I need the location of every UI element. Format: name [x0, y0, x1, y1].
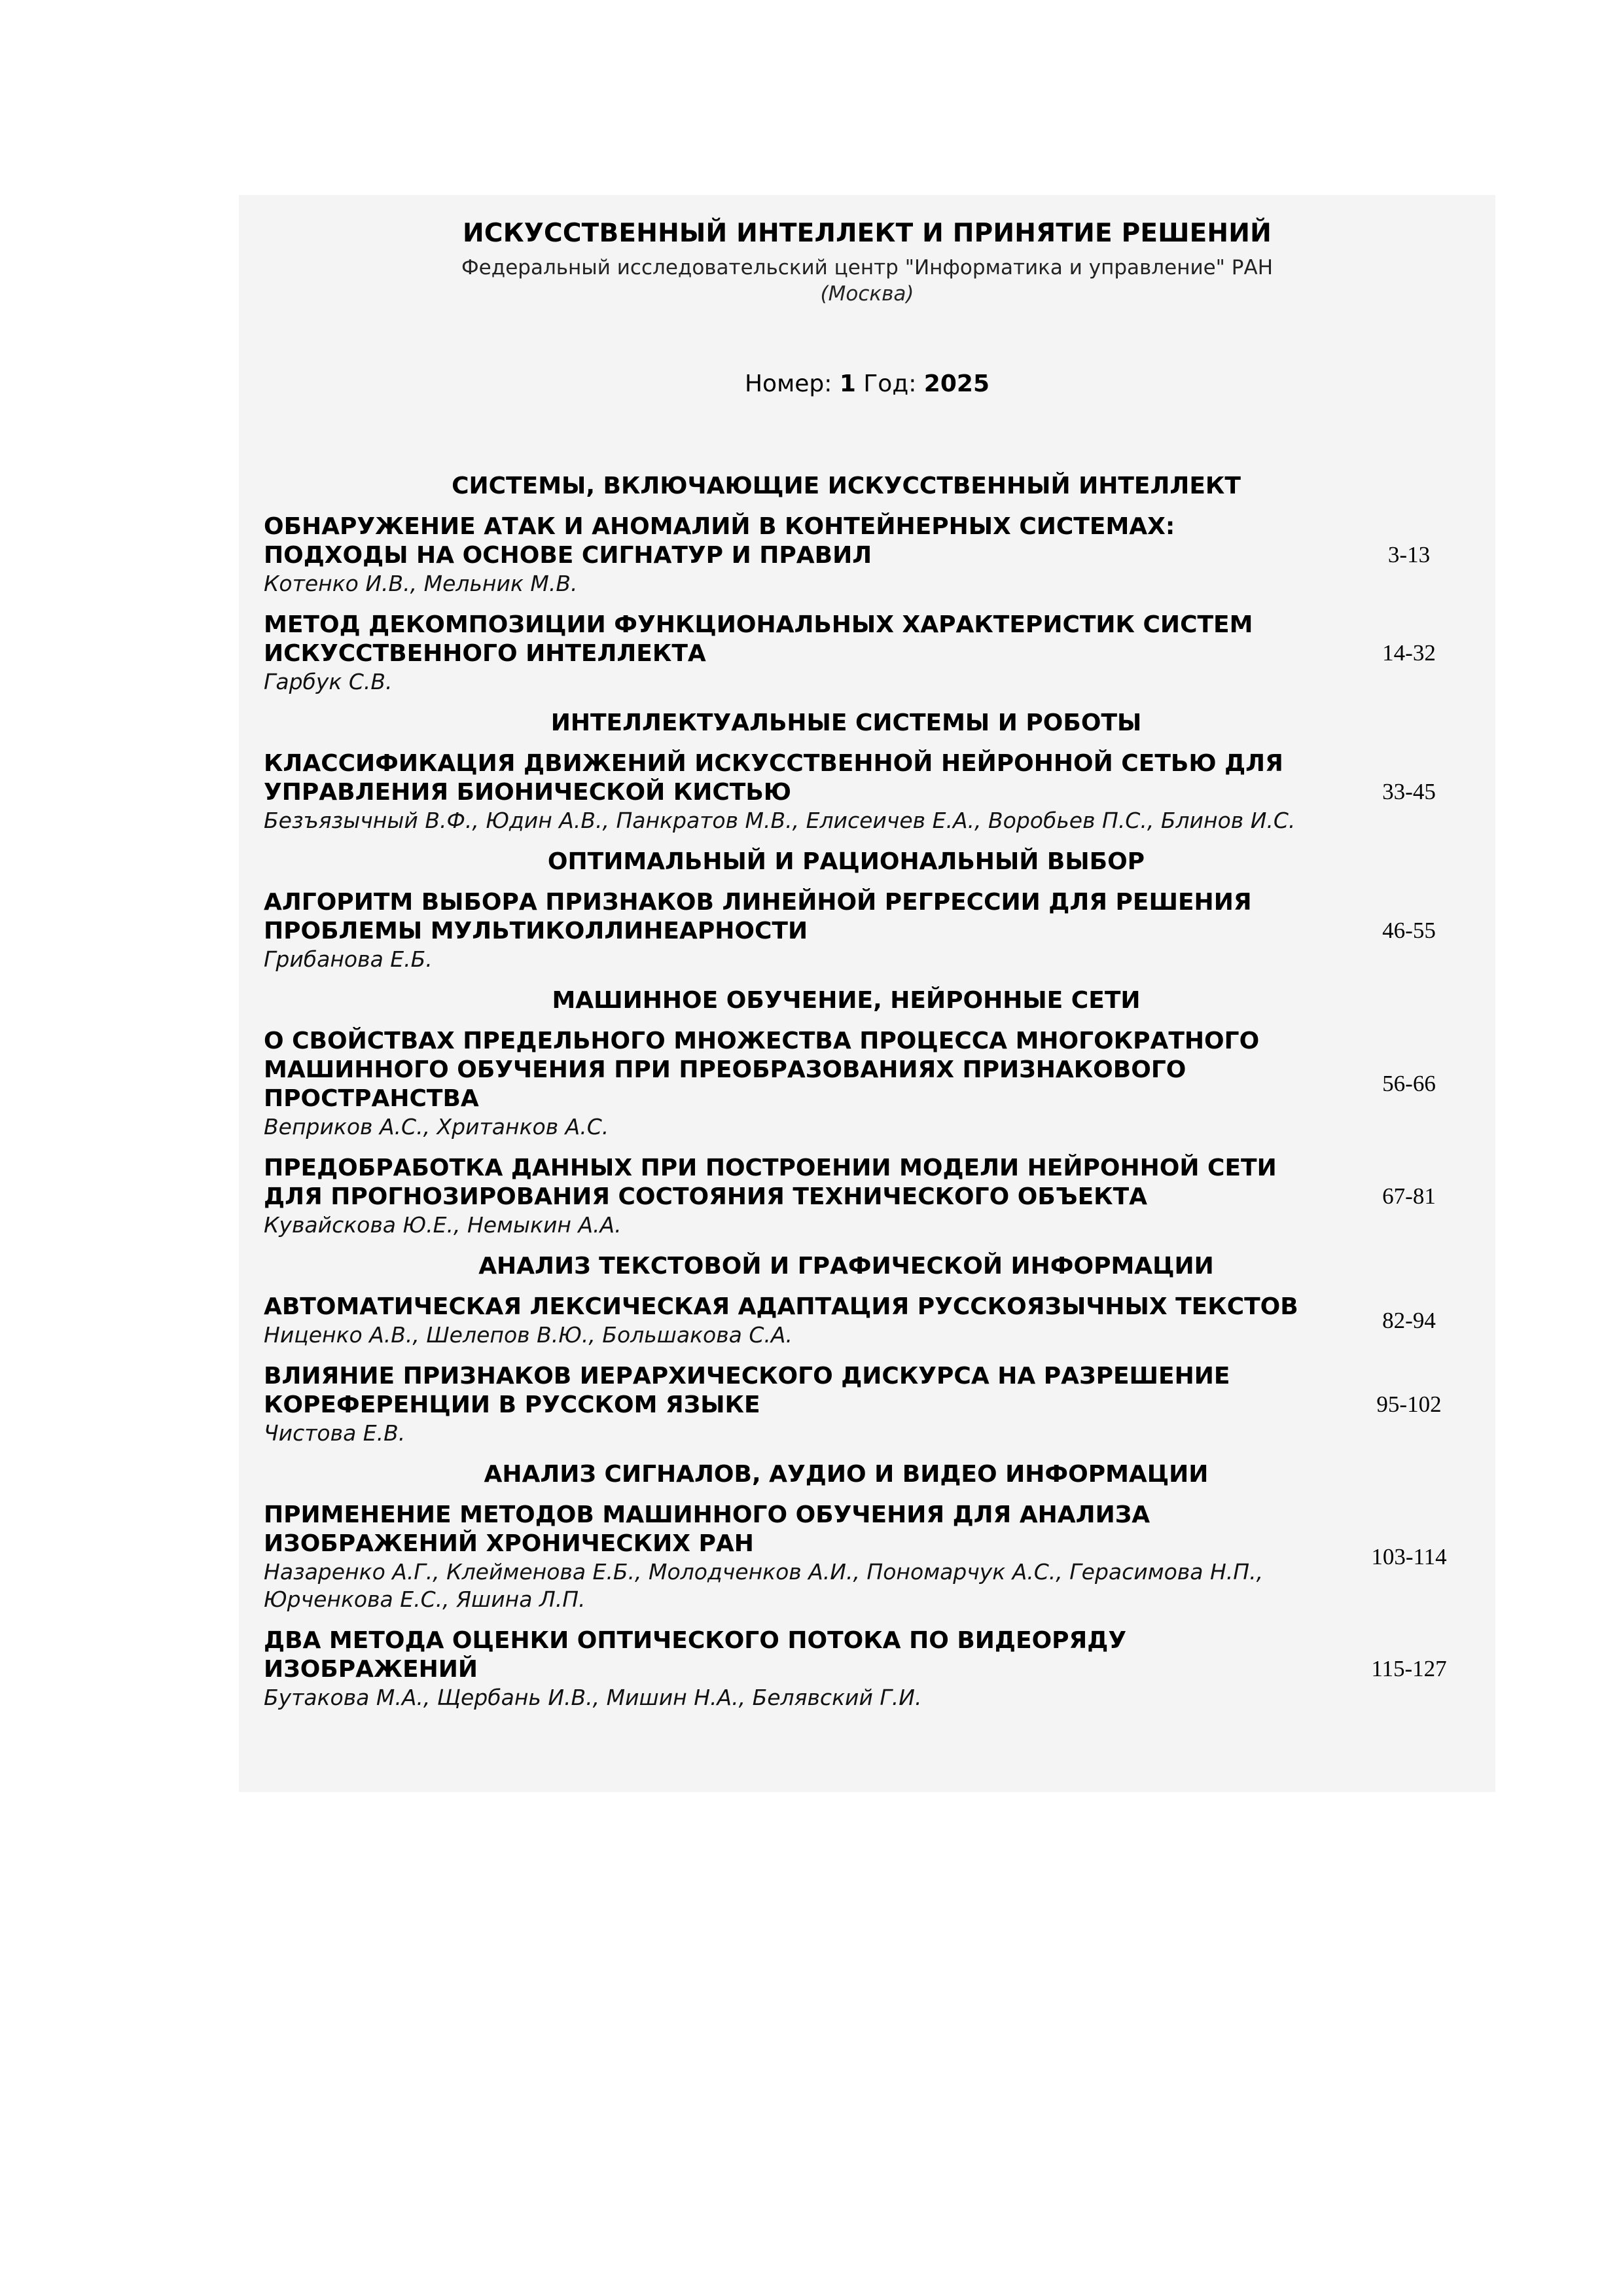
article-pages: 46-55 — [1382, 918, 1436, 943]
article-pages: 33-45 — [1382, 779, 1436, 804]
issue-year-label: Год: — [863, 370, 917, 397]
section-heading: СИСТЕМЫ, ВКЛЮЧАЮЩИЕ ИСКУССТВЕННЫЙ ИНТЕЛЛЕКТ — [452, 473, 1241, 499]
article-entry[interactable] — [264, 1027, 1488, 1141]
article-text — [264, 749, 1304, 834]
journal-city: (Москва) — [820, 282, 914, 306]
article-authors: Веприков А.С., Хританков А.С. — [264, 1114, 609, 1139]
article-authors: Грибанова Е.Б. — [264, 946, 433, 972]
article-text — [264, 888, 1304, 973]
article-title[interactable]: ДВА МЕТОДА ОЦЕНКИ ОПТИЧЕСКОГО ПОТОКА ПО ВИДЕОРЯДУ ИЗОБРАЖЕНИЙ — [264, 1627, 1127, 1683]
article-entry[interactable] — [264, 1501, 1488, 1613]
article-authors: Назаренко А.Г., Клейменова Е.Б., Молодченков А.И., Пономарчук А.С., Герасимова Н.П., Юрченкова Е.С., Яшина Л.П. — [264, 1559, 1264, 1612]
section-heading: АНАЛИЗ СИГНАЛОВ, АУДИО И ВИДЕО ИНФОРМАЦИИ — [484, 1461, 1209, 1488]
article-entry[interactable] — [264, 1626, 1488, 1712]
article-title[interactable]: АВТОМАТИЧЕСКАЯ ЛЕКСИЧЕСКАЯ АДАПТАЦИЯ РУССКОЯЗЫЧНЫХ ТЕКСТОВ — [264, 1293, 1298, 1320]
article-text — [264, 1626, 1304, 1712]
article-entry[interactable] — [264, 1362, 1488, 1447]
article-title[interactable]: ПРИМЕНЕНИЕ МЕТОДОВ МАШИННОГО ОБУЧЕНИЯ ДЛЯ АНАЛИЗА ИЗОБРАЖЕНИЙ ХРОНИЧЕСКИХ РАН — [264, 1501, 1150, 1557]
article-authors: Ниценко А.В., Шелепов В.Ю., Большакова С.А. — [264, 1322, 793, 1348]
contents-panel — [239, 195, 1495, 1792]
section-heading: ИНТЕЛЛЕКТУАЛЬНЫЕ СИСТЕМЫ И РОБОТЫ — [550, 709, 1142, 736]
article-title[interactable]: ВЛИЯНИЕ ПРИЗНАКОВ ИЕРАРХИЧЕСКОГО ДИСКУРСА НА РАЗРЕШЕНИЕ КОРЕФЕРЕНЦИИ В РУССКОМ ЯЗЫКЕ — [264, 1363, 1230, 1418]
article-text — [264, 1027, 1304, 1141]
article-pages: 103-114 — [1371, 1544, 1447, 1570]
article-title[interactable]: ПРЕДОБРАБОТКА ДАННЫХ ПРИ ПОСТРОЕНИИ МОДЕЛИ НЕЙРОННОЙ СЕТИ ДЛЯ ПРОГНОЗИРОВАНИЯ СОСТОЯНИЯ ТЕХНИЧЕСКОГО ОБЪЕКТА — [264, 1155, 1277, 1210]
article-text — [264, 1362, 1304, 1447]
article-entry[interactable] — [264, 1154, 1488, 1239]
journal-publisher: Федеральный исследовательский центр "Информатика и управление" РАН — [461, 256, 1273, 279]
article-title[interactable]: КЛАССИФИКАЦИЯ ДВИЖЕНИЙ ИСКУССТВЕННОЙ НЕЙРОННОЙ СЕТЬЮ ДЛЯ УПРАВЛЕНИЯ БИОНИЧЕСКОЙ КИСТЬЮ — [264, 750, 1283, 806]
issue-year: 2025 — [923, 370, 990, 397]
article-title[interactable]: ОБНАРУЖЕНИЕ АТАК И АНОМАЛИЙ В КОНТЕЙНЕРНЫХ СИСТЕМАХ: ПОДХОДЫ НА ОСНОВЕ СИГНАТУР И ПРАВИЛ — [264, 513, 1175, 569]
article-title[interactable]: МЕТОД ДЕКОМПОЗИЦИИ ФУНКЦИОНАЛЬНЫХ ХАРАКТЕРИСТИК СИСТЕМ ИСКУССТВЕННОГО ИНТЕЛЛЕКТА — [264, 611, 1253, 667]
table-of-contents — [264, 472, 1488, 1725]
journal-title: ИСКУССТВЕННЫЙ ИНТЕЛЛЕКТ И ПРИНЯТИЕ РЕШЕНИЙ — [463, 219, 1272, 248]
article-entry[interactable] — [264, 888, 1488, 973]
article-entry[interactable] — [264, 611, 1488, 696]
section-heading: МАШИННОЕ ОБУЧЕНИЕ, НЕЙРОННЫЕ СЕТИ — [552, 987, 1141, 1014]
article-pages: 95-102 — [1376, 1391, 1442, 1417]
article-entry[interactable] — [264, 1293, 1488, 1349]
article-pages: 82-94 — [1382, 1308, 1436, 1333]
section-heading: АНАЛИЗ ТЕКСТОВОЙ И ГРАФИЧЕСКОЙ ИНФОРМАЦИИ — [478, 1253, 1214, 1280]
article-authors: Кувайскова Ю.Е., Немыкин А.А. — [264, 1212, 622, 1238]
issue-number: 1 — [839, 370, 856, 397]
article-pages: 67-81 — [1382, 1183, 1436, 1209]
article-pages: 3-13 — [1387, 542, 1431, 567]
article-authors: Бутакова М.А., Щербань И.В., Мишин Н.А., Белявский Г.И. — [264, 1685, 922, 1710]
article-entry[interactable] — [264, 512, 1488, 598]
article-text — [264, 1501, 1304, 1613]
article-pages: 56-66 — [1382, 1071, 1436, 1096]
article-text — [264, 1293, 1304, 1349]
article-authors: Гарбук С.В. — [264, 669, 393, 694]
article-authors: Котенко И.В., Мельник М.В. — [264, 571, 578, 596]
article-text — [264, 611, 1304, 696]
article-authors: Чистова Е.В. — [264, 1420, 406, 1446]
article-entry[interactable] — [264, 749, 1488, 834]
article-pages: 115-127 — [1371, 1656, 1447, 1681]
article-text — [264, 512, 1304, 598]
article-title[interactable]: О СВОЙСТВАХ ПРЕДЕЛЬНОГО МНОЖЕСТВА ПРОЦЕССА МНОГОКРАТНОГО МАШИННОГО ОБУЧЕНИЯ ПРИ ПРЕОБРАЗОВАНИЯХ ПРИЗНАКОВОГО ПРОСТРАНСТВА — [264, 1028, 1260, 1112]
article-authors: Безъязычный В.Ф., Юдин А.В., Панкратов М.В., Елисеичев Е.А., Воробьев П.С., Блинов И.С. — [264, 808, 1296, 833]
section-heading: ОПТИМАЛЬНЫЙ И РАЦИОНАЛЬНЫЙ ВЫБОР — [547, 848, 1145, 875]
article-title[interactable]: АЛГОРИТМ ВЫБОРА ПРИЗНАКОВ ЛИНЕЙНОЙ РЕГРЕССИИ ДЛЯ РЕШЕНИЯ ПРОБЛЕМЫ МУЛЬТИКОЛЛИНЕАРНОСТИ — [264, 889, 1252, 944]
issue-number-label: Номер: — [744, 370, 832, 397]
issue-line — [239, 370, 1495, 397]
article-text — [264, 1154, 1304, 1239]
article-pages: 14-32 — [1382, 640, 1436, 666]
